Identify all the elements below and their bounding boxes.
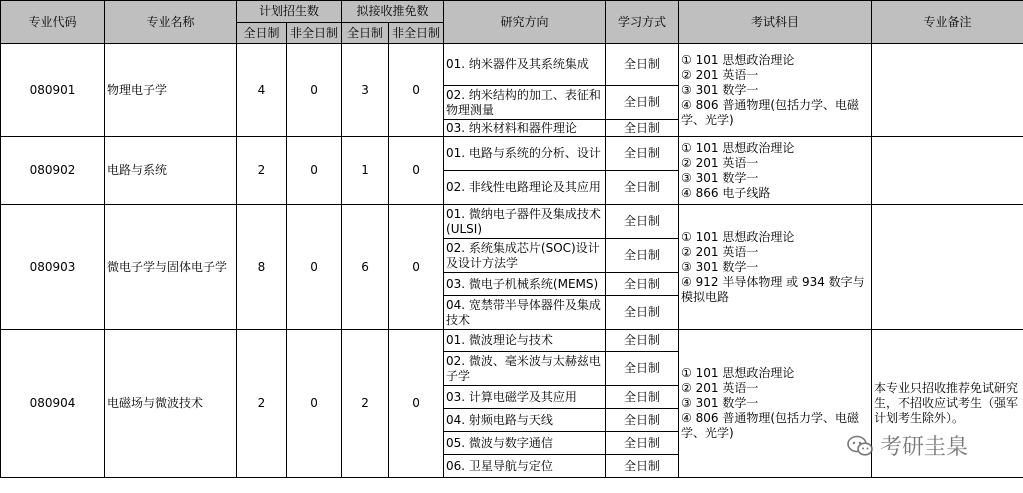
research-direction: 01. 纳米器件及其系统集成 — [444, 44, 606, 86]
exam-subjects — [679, 330, 872, 478]
wechat-icon — [846, 434, 874, 458]
major-code: 080902 — [1, 137, 105, 205]
header-plan-full: 全日制 — [237, 23, 287, 44]
study-mode: 全日制 — [606, 205, 679, 239]
exam-subject: ③ 301 数学一 — [681, 259, 759, 274]
watermark-text: 考研圭臬 — [880, 435, 969, 460]
major-note — [872, 137, 1023, 205]
research-direction: 02. 系统集成芯片(SOC)设计及设计方法学 — [444, 239, 606, 273]
header-name: 专业名称 — [105, 1, 237, 44]
plan-full: 8 — [237, 205, 287, 330]
major-name: 微电子学与固体电子学 — [105, 205, 237, 330]
research-direction: 01. 微纳电子器件及集成技术(ULSI) — [444, 205, 606, 239]
major-name: 物理电子学 — [105, 44, 237, 137]
research-direction: 04. 射频电路与天线 — [444, 409, 606, 432]
watermark — [846, 430, 968, 461]
exam-subjects — [679, 205, 872, 330]
major-note — [872, 44, 1023, 137]
study-mode: 全日制 — [606, 386, 679, 409]
study-mode: 全日制 — [606, 239, 679, 273]
study-mode: 全日制 — [606, 455, 679, 478]
header-exam: 考试科目 — [679, 1, 872, 44]
research-direction: 05. 微波与数字通信 — [444, 432, 606, 455]
research-direction: 03. 纳米材料和器件理论 — [444, 120, 606, 137]
study-mode: 全日制 — [606, 330, 679, 352]
exempt-full: 2 — [342, 330, 389, 478]
header-exempt: 拟接收推免数 — [342, 1, 444, 23]
major-note: 本专业只招收推荐免试研究生，不招收应试考生（强军计划考生除外）。 — [872, 330, 1023, 478]
research-direction: 02. 非线性电路理论及其应用 — [444, 171, 606, 205]
research-direction: 06. 卫星导航与定位 — [444, 455, 606, 478]
header-mode: 学习方式 — [606, 1, 679, 44]
exam-subject: ③ 301 数学一 — [681, 170, 759, 185]
study-mode: 全日制 — [606, 86, 679, 120]
study-mode: 全日制 — [606, 120, 679, 137]
exam-subject: ③ 301 数学一 — [681, 82, 759, 97]
study-mode: 全日制 — [606, 409, 679, 432]
exempt-full: 3 — [342, 44, 389, 137]
exam-subject: ① 101 思想政治理论 — [681, 52, 795, 67]
research-direction: 02. 纳米结构的加工、表征和物理测量 — [444, 86, 606, 120]
study-mode: 全日制 — [606, 352, 679, 386]
exempt-part: 0 — [389, 44, 444, 137]
exam-subject: ④ 806 普通物理(包括力学、电磁学、光学) — [681, 411, 860, 440]
table-row — [1, 205, 1023, 239]
header-plan-part: 非全日制 — [287, 23, 342, 44]
table-row — [1, 330, 1023, 352]
plan-part: 0 — [287, 205, 342, 330]
exam-subject: ② 201 英语一 — [681, 244, 759, 259]
exempt-full: 1 — [342, 137, 389, 205]
header-code: 专业代码 — [1, 1, 105, 44]
table-row — [1, 137, 1023, 171]
plan-full: 2 — [237, 137, 287, 205]
major-note — [872, 205, 1023, 330]
exempt-part: 0 — [389, 205, 444, 330]
study-mode: 全日制 — [606, 171, 679, 205]
plan-full: 2 — [237, 330, 287, 478]
exam-subjects — [679, 44, 872, 137]
exempt-part: 0 — [389, 330, 444, 478]
exam-subjects — [679, 137, 872, 205]
research-direction: 03. 微电子机械系统(MEMS) — [444, 273, 606, 296]
exam-subject: ① 101 思想政治理论 — [681, 140, 795, 155]
plan-full: 4 — [237, 44, 287, 137]
study-mode: 全日制 — [606, 432, 679, 455]
study-mode: 全日制 — [606, 273, 679, 296]
research-direction: 03. 计算电磁学及其应用 — [444, 386, 606, 409]
study-mode: 全日制 — [606, 44, 679, 86]
research-direction: 02. 微波、毫米波与太赫兹电子学 — [444, 352, 606, 386]
exam-subject: ④ 912 半导体物理 或 934 数字与模拟电路 — [681, 274, 865, 304]
exam-subject: ④ 806 普通物理(包括力学、电磁学、光学) — [681, 97, 860, 127]
exempt-part: 0 — [389, 137, 444, 205]
header-exempt-full: 全日制 — [342, 23, 389, 44]
major-code: 080904 — [1, 330, 105, 478]
exam-subject: ② 201 英语一 — [681, 381, 759, 395]
plan-part: 0 — [287, 137, 342, 205]
major-name: 电磁场与微波技术 — [105, 330, 237, 478]
exam-subject: ② 201 英语一 — [681, 67, 759, 82]
plan-part: 0 — [287, 330, 342, 478]
study-mode: 全日制 — [606, 137, 679, 171]
exam-subject: ① 101 思想政治理论 — [681, 366, 795, 380]
major-code: 080903 — [1, 205, 105, 330]
research-direction: 01. 微波理论与技术 — [444, 330, 606, 352]
exam-subject: ② 201 英语一 — [681, 155, 759, 170]
exam-subject: ① 101 思想政治理论 — [681, 229, 795, 244]
header-plan: 计划招生数 — [237, 1, 342, 23]
plan-part: 0 — [287, 44, 342, 137]
header-exempt-part: 非全日制 — [389, 23, 444, 44]
table-row — [1, 44, 1023, 86]
research-direction: 01. 电路与系统的分析、设计 — [444, 137, 606, 171]
major-name: 电路与系统 — [105, 137, 237, 205]
exam-subject: ③ 301 数学一 — [681, 396, 759, 410]
study-mode: 全日制 — [606, 296, 679, 330]
exempt-full: 6 — [342, 205, 389, 330]
research-direction: 04. 宽禁带半导体器件及集成技术 — [444, 296, 606, 330]
header-note: 专业备注 — [872, 1, 1023, 44]
major-code: 080901 — [1, 44, 105, 137]
exam-subject: ④ 866 电子线路 — [681, 185, 771, 200]
header-direction: 研究方向 — [444, 1, 606, 44]
